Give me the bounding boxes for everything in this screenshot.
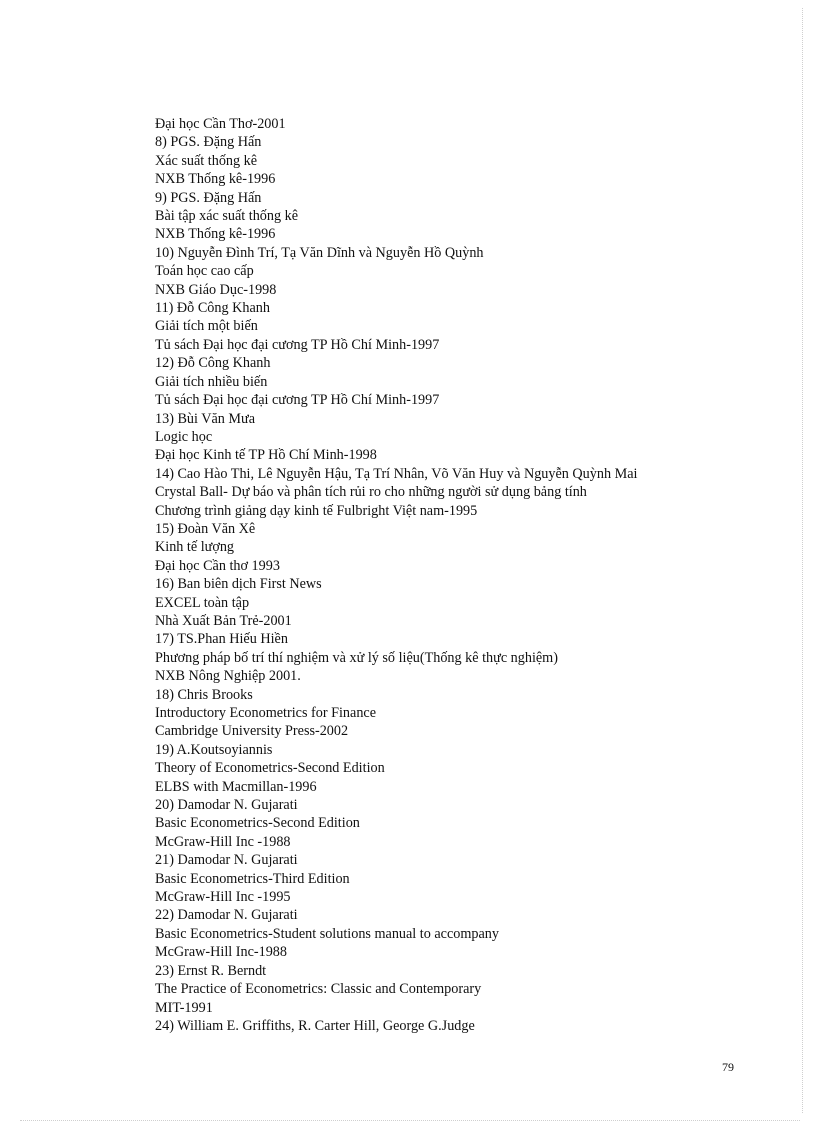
reference-line: 20) Damodar N. Gujarati <box>155 797 298 814</box>
reference-line: Toán học cao cấp <box>155 263 254 280</box>
reference-line: Crystal Ball- Dự báo và phân tích rủi ro cho những người sử dụng bảng tính <box>155 484 587 501</box>
reference-line: 22) Damodar N. Gujarati <box>155 907 298 924</box>
reference-line: 24) William E. Griffiths, R. Carter Hill, George G.Judge <box>155 1017 475 1034</box>
reference-line: 16) Ban biên dịch First News <box>155 576 322 593</box>
reference-line: MIT-1991 <box>155 999 213 1016</box>
reference-line: Tủ sách Đại học đại cương TP Hồ Chí Minh-1997 <box>155 336 440 353</box>
reference-line: Giải tích nhiều biến <box>155 373 268 390</box>
reference-line: 10) Nguyễn Đình Trí, Tạ Văn Dĩnh và Nguyễn Hồ Quỳnh <box>155 244 484 261</box>
reference-line: 13) Bùi Văn Mưa <box>155 410 256 427</box>
reference-line: 9) PGS. Đặng Hấn <box>155 189 262 206</box>
page-edge-right <box>799 8 803 1113</box>
reference-line: Xác suất thống kê <box>155 152 258 169</box>
reference-line: NXB Thống kê-1996 <box>155 171 276 188</box>
reference-line: Đại học Kinh tế TP Hồ Chí Minh-1998 <box>155 447 377 464</box>
reference-line: Cambridge University Press-2002 <box>155 723 349 740</box>
reference-line: Phương pháp bố trí thí nghiệm và xử lý số liệu(Thống kê thực nghiệm) <box>155 649 558 666</box>
reference-line: 12) Đỗ Công Khanh <box>155 355 271 372</box>
reference-line: Kinh tế lượng <box>155 539 235 556</box>
reference-line: McGraw-Hill Inc -1995 <box>155 889 291 906</box>
page-edge-bottom <box>20 1120 800 1122</box>
reference-line: Nhà Xuất Bản Trẻ-2001 <box>155 612 292 629</box>
reference-line: 11) Đỗ Công Khanh <box>155 300 270 317</box>
reference-line: Basic Econometrics-Student solutions manual to accompany <box>155 925 499 942</box>
reference-line: The Practice of Econometrics: Classic and Contemporary <box>155 981 482 998</box>
reference-line: NXB Nông Nghiệp 2001. <box>155 668 301 685</box>
reference-line: 15) Đoàn Văn Xê <box>155 520 256 537</box>
reference-line: 21) Damodar N. Gujarati <box>155 852 298 869</box>
reference-line: EXCEL toàn tập <box>155 594 250 611</box>
reference-line: 14) Cao Hào Thi, Lê Nguyễn Hậu, Tạ Trí Nhân, Võ Văn Huy và Nguyễn Quỳnh Mai <box>155 465 638 482</box>
reference-line: Bài tập xác suất thống kê <box>155 208 299 225</box>
reference-line: Đại học Cần Thơ-2001 <box>155 116 286 132</box>
reference-line: McGraw-Hill Inc-1988 <box>155 944 287 961</box>
reference-line: Basic Econometrics-Third Edition <box>155 870 350 887</box>
reference-line: Giải tích một biến <box>155 318 258 335</box>
reference-line: Tủ sách Đại học đại cương TP Hồ Chí Minh-1997 <box>155 392 440 409</box>
reference-line: NXB Giáo Dục-1998 <box>155 281 277 298</box>
reference-list <box>155 115 755 1035</box>
reference-line: ELBS with Macmillan-1996 <box>155 778 317 795</box>
reference-line: 17) TS.Phan Hiếu Hiền <box>155 631 288 648</box>
reference-line: McGraw-Hill Inc -1988 <box>155 833 291 850</box>
reference-line: Logic học <box>155 428 213 445</box>
reference-line: 8) PGS. Đặng Hấn <box>155 134 262 151</box>
reference-line: Chương trình giảng dạy kinh tế Fulbright Việt nam-1995 <box>155 502 478 519</box>
page-number: 79 <box>722 1060 734 1074</box>
reference-line: Theory of Econometrics-Second Edition <box>155 760 385 777</box>
reference-line: Basic Econometrics-Second Edition <box>155 815 360 832</box>
reference-line: 19) A.Koutsoyiannis <box>155 741 273 758</box>
reference-line: 23) Ernst R. Berndt <box>155 962 267 979</box>
reference-line: NXB Thống kê-1996 <box>155 226 276 243</box>
reference-line: Đại học Cần thơ 1993 <box>155 557 280 574</box>
reference-line: 18) Chris Brooks <box>155 686 253 703</box>
reference-line: Introductory Econometrics for Finance <box>155 705 377 721</box>
